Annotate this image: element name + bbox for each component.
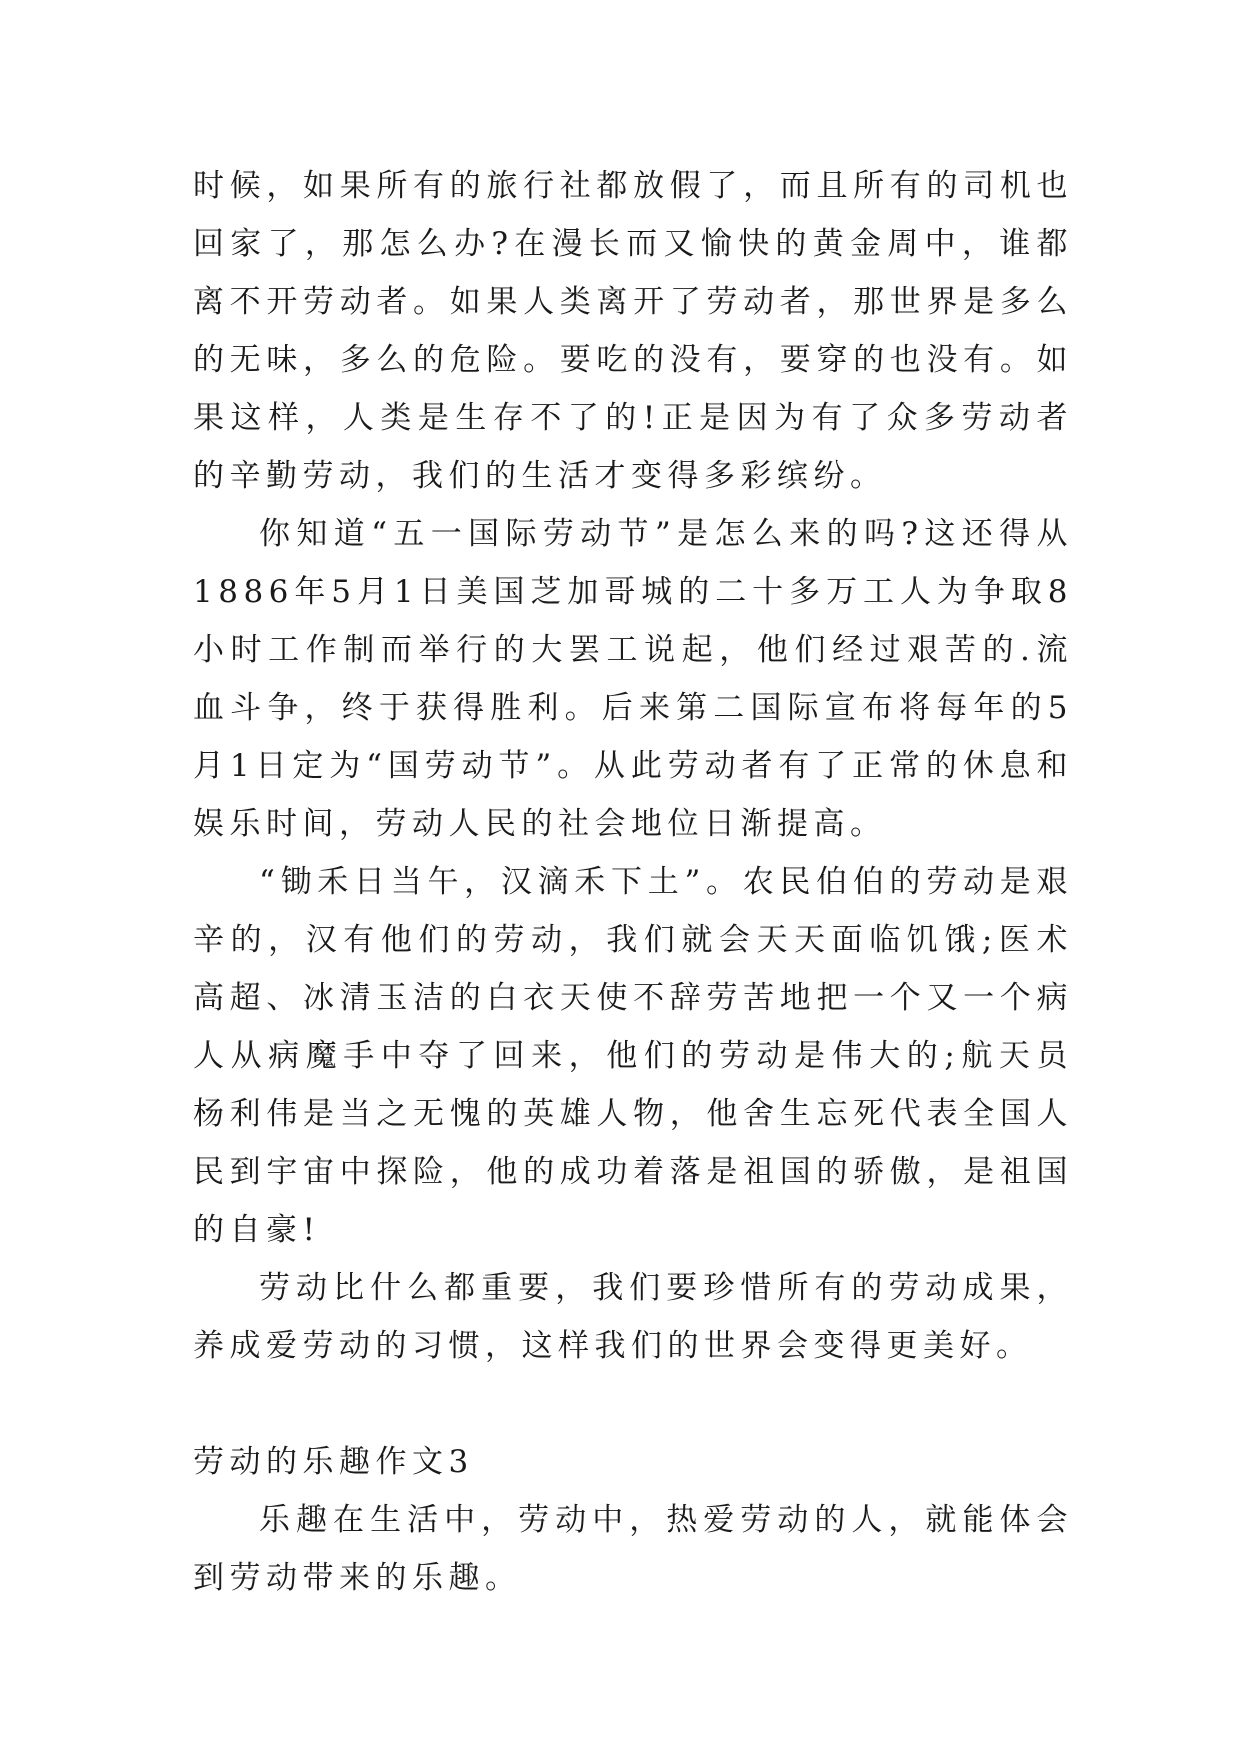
document-body	[193, 157, 1073, 1607]
paragraph-joy-of-labor: 乐趣在生活中，劳动中，热爱劳动的人，就能体会到劳动带来的乐趣。	[193, 1502, 1073, 1596]
paragraph-labor-importance: 劳动比什么都重要，我们要珍惜所有的劳动成果，养成爱劳动的习惯，这样我们的世界会变得更美好。	[193, 1270, 1073, 1364]
paragraph-labor-examples: “锄禾日当午，汉滴禾下土”。农民伯伯的劳动是艰辛的，汉有他们的劳动，我们就会天天面临饥饿;医术高超、冰清玉洁的白衣天使不辞劳苦地把一个又一个病人从病魔手中夺了回来，他们的劳动是伟大的;航天员杨利伟是当之无愧的英雄人物，他舍生忘死代表全国人民到宇宙中探险，他的成功着落是祖国的骄傲，是祖国的自豪!	[193, 864, 1073, 1248]
paragraph-labor-day-origin: 你知道“五一国际劳动节”是怎么来的吗?这还得从1886年5月1日美国芝加哥城的二十多万工人为争取8小时工作制而举行的大罢工说起，他们经过艰苦的.流血斗争，终于获得胜利。后来第二国际宣布将每年的5月1日定为“国劳动节”。从此劳动者有了正常的休息和娱乐时间，劳动人民的社会地位日渐提高。	[193, 516, 1073, 842]
section-gap	[193, 1375, 1073, 1433]
paragraph-continuation: 时候，如果所有的旅行社都放假了，而且所有的司机也回家了，那怎么办?在漫长而又愉快的黄金周中，谁都离不开劳动者。如果人类离开了劳动者，那世界是多么的无味，多么的危险。要吃的没有，要穿的也没有。如果这样，人类是生存不了的!正是因为有了众多劳动者的辛勤劳动，我们的生活才变得多彩缤纷。	[193, 168, 1073, 494]
section-heading: 劳动的乐趣作文3	[193, 1444, 474, 1480]
